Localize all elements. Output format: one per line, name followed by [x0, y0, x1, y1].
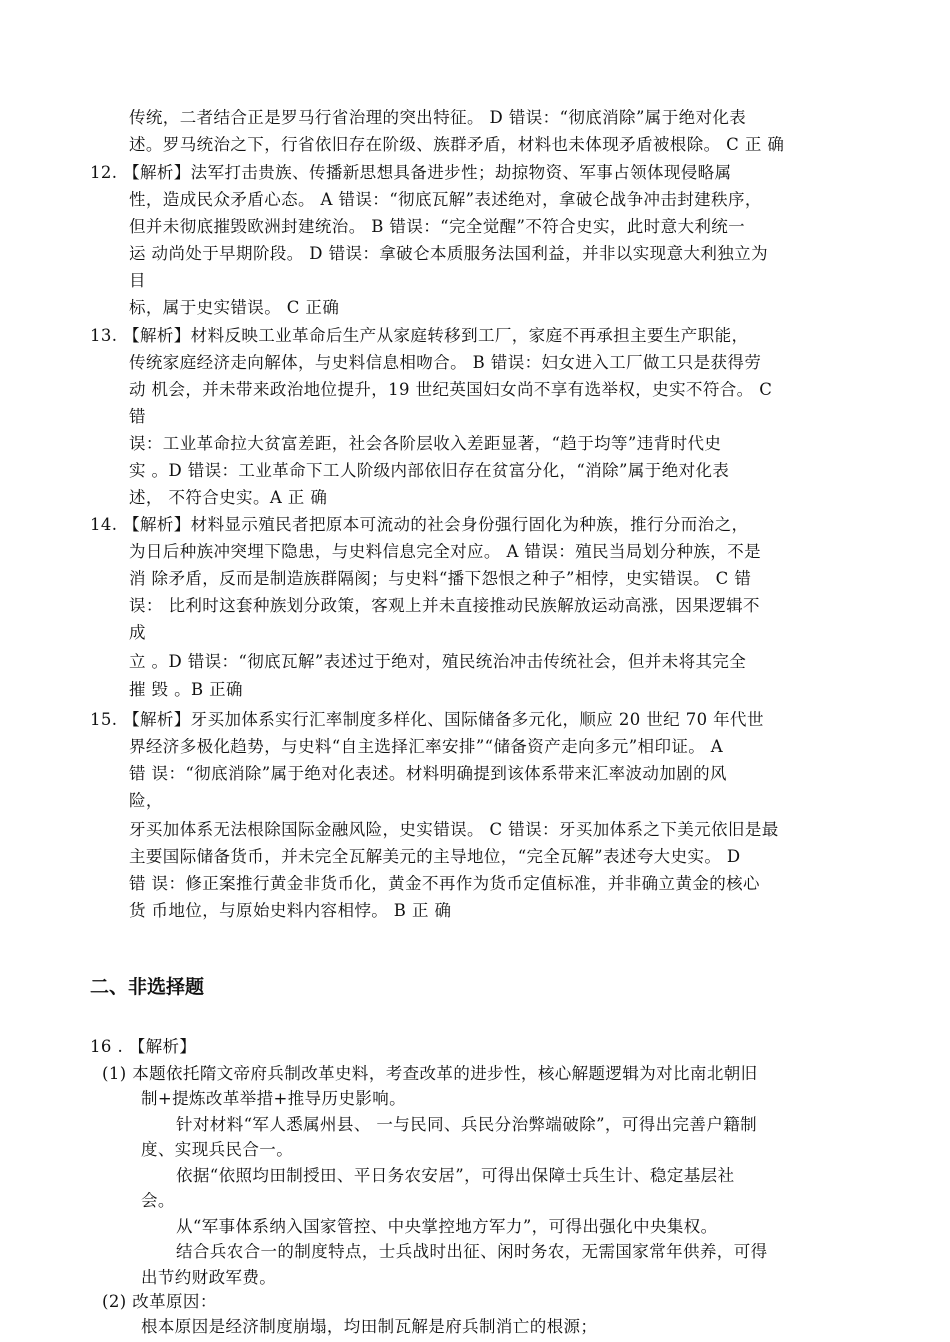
- answer-12-line-3: 但并未彻底摧毁欧洲封建统治。 B 错误：“完全觉醒”不符合史实，此时意大利统一: [129, 217, 746, 236]
- answer-16-line-6: 会。: [141, 1191, 175, 1210]
- answer-16-line-3: 针对材料“军人悉属州县、 一与民同、兵民分治弊端破除”，可得出完善户籍制: [176, 1115, 758, 1134]
- answer-15-line-8: 货 币地位，与原始史料内容相悖。 B 正 确: [129, 901, 452, 920]
- answer-12-line-5: 目: [129, 271, 146, 290]
- answer-14-line-1: 14. 【解析】材料显示殖民者把原本可流动的社会身份强行固化为种族，推行分而治之，: [90, 515, 749, 534]
- answer-13-line-4: 错: [129, 407, 146, 426]
- answer-16-line-10: (2) 改革原因：: [102, 1292, 217, 1311]
- answer-16-line-1: (1) 本题依托隋文帝府兵制改革史料，考查改革的进步性，核心解题逻辑为对比南北朝旧: [102, 1064, 758, 1083]
- answer-14-line-5: 成: [129, 623, 146, 642]
- answer-13-line-3: 动 机会，并未带来政治地位提升，19 世纪英国妇女尚不享有选举权，史实不符合。 C: [129, 380, 773, 399]
- answer-12-line-2: 性，造成民众矛盾心态。 A 错误：“彻底瓦解”表述绝对，拿破仑战争冲击封建秩序，: [129, 190, 762, 209]
- answer-16-line-8: 结合兵农合一的制度特点，士兵战时出征、闲时务农，无需国家常年供养，可得: [176, 1242, 768, 1261]
- answer-15-line-4: 险，: [129, 791, 163, 810]
- answer-16-line-7: 从“军事体系纳入国家管控、中央掌控地方军力”，可得出强化中央集权。: [176, 1217, 718, 1236]
- answer-13-line-1: 13. 【解析】材料反映工业革命后生产从家庭转移到工厂，家庭不再承担主要生产职能，: [90, 326, 749, 345]
- answer-16-line-9: 出节约财政军费。: [141, 1268, 277, 1287]
- answer-11-line-1: 传统，二者结合正是罗马行省治理的突出特征。 D 错误：“彻底消除”属于绝对化表: [129, 108, 747, 127]
- section-heading: 二、非选择题: [90, 976, 205, 998]
- answer-15-line-6: 主要国际储备货币，并未完全瓦解美元的主导地位，“完全瓦解”表述夸大史实。 D: [129, 847, 741, 866]
- answer-15-line-1: 15. 【解析】牙买加体系实行汇率制度多样化、国际储备多元化，顺应 20 世纪 70 年代世: [90, 710, 764, 729]
- answer-16-line-4: 度、实现兵民合一。: [141, 1140, 294, 1159]
- answer-16-line-11: 根本原因是经济制度崩塌，均田制瓦解是府兵制消亡的根源；: [141, 1317, 598, 1336]
- answer-12-line-1: 12. 【解析】法军打击贵族、传播新思想具备进步性；劫掠物资、军事占领体现侵略属: [90, 163, 732, 182]
- answer-13-line-5: 误：工业革命拉大贫富差距，社会各阶层收入差距显著，“趋于均等”违背时代史: [129, 434, 722, 453]
- answer-13-line-6: 实 。D 错误：工业革命下工人阶级内部依旧存在贫富分化，“消除”属于绝对化表: [129, 461, 730, 480]
- answer-14-line-6: 立 。D 错误：“彻底瓦解”表述过于绝对，殖民统治冲击传统社会，但并未将其完全: [129, 652, 747, 671]
- answer-14-line-4: 误： 比利时这套种族划分政策，客观上并未直接推动民族解放运动高涨，因果逻辑不: [129, 596, 760, 615]
- answer-16-line-5: 依据“依照均田制授田、平日务农安居”，可得出保障士兵生计、稳定基层社: [176, 1166, 735, 1185]
- answer-12-line-4: 运 动尚处于早期阶段。 D 错误：拿破仑本质服务法国利益，并非以实现意大利独立为: [129, 244, 768, 263]
- answer-16-line-2: 制+提炼改革举措+推导历史影响。: [141, 1089, 407, 1108]
- answer-15-line-7: 错 误：修正案推行黄金非货币化，黄金不再作为货币定值标准，并非确立黄金的核心: [129, 874, 760, 893]
- answer-13-line-2: 传统家庭经济走向解体，与史料信息相吻合。 B 错误：妇女进入工厂做工只是获得劳: [129, 353, 762, 372]
- answer-16-head: 16 . 【解析】: [90, 1037, 197, 1056]
- answer-15-line-3: 错 误：“彻底消除”属于绝对化表述。材料明确提到该体系带来汇率波动加剧的风: [129, 764, 727, 783]
- answer-15-line-2: 界经济多极化趋势，与史料“自主选择汇率安排”“储备资产走向多元”相印证。 A: [129, 737, 724, 756]
- answer-14-line-3: 消 除矛盾，反而是制造族群隔阂；与史料“播下怨恨之种子”相悖，史实错误。 C 错: [129, 569, 752, 588]
- answer-12-line-6: 标，属于史实错误。 C 正确: [129, 298, 340, 317]
- answer-14-line-2: 为日后种族冲突埋下隐患，与史料信息完全对应。 A 错误：殖民当局划分种族，不是: [129, 542, 762, 561]
- answer-11-line-2: 述。罗马统治之下，行省依旧存在阶级、族群矛盾，材料也未体现矛盾被根除。 C 正 确: [129, 135, 785, 154]
- answer-14-line-7: 摧 毁 。B 正确: [129, 680, 243, 699]
- answer-15-line-5: 牙买加体系无法根除国际金融风险，史实错误。 C 错误：牙买加体系之下美元依旧是最: [129, 820, 779, 839]
- answer-13-line-7: 述， 不符合史实。A 正 确: [129, 488, 328, 507]
